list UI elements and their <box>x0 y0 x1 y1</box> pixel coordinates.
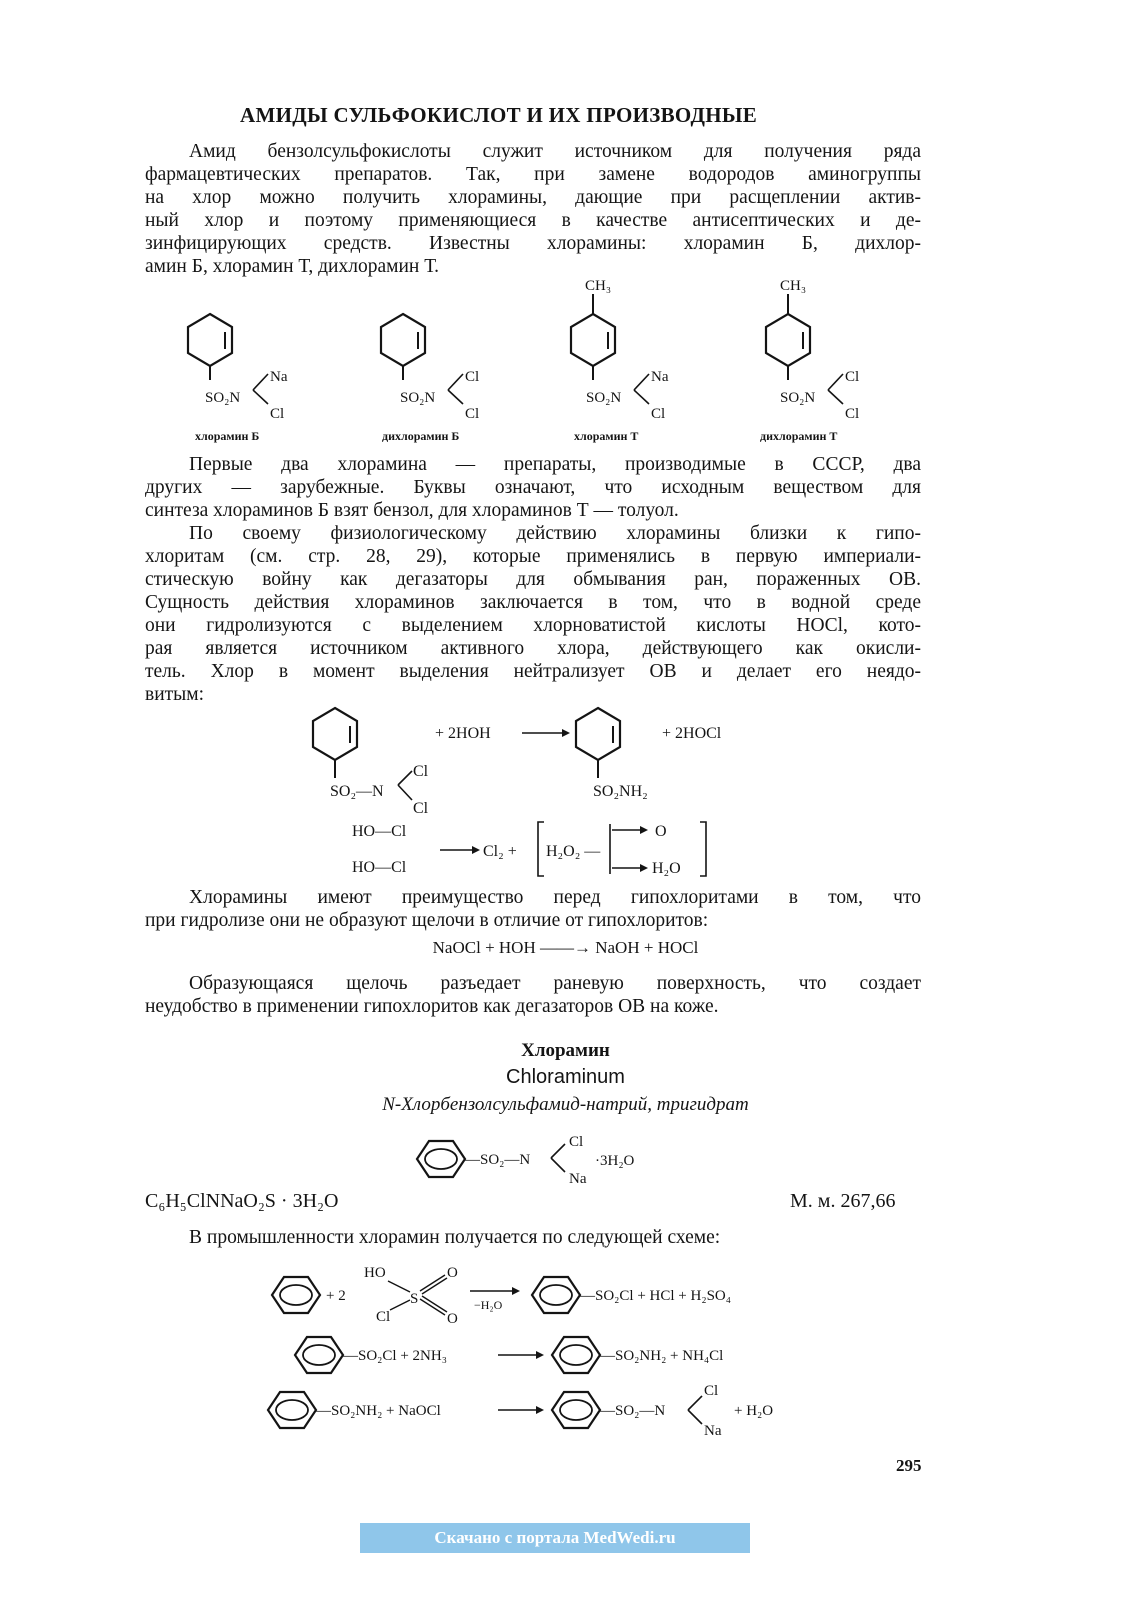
chloramine-structures <box>150 270 950 450</box>
arrow-head <box>536 1406 544 1414</box>
ho-label: HO <box>364 1265 386 1281</box>
caption: хлорамин Т <box>574 429 639 443</box>
molecular-formula: C₆H₅ClNNaO₂S · 3H₂O <box>145 1190 339 1212</box>
paragraph-alkali <box>145 972 921 1018</box>
text-line: Образующаяся щелочь разъедает раневую поверхность, что создает <box>189 973 921 994</box>
structure-dichloramine-b <box>381 314 479 443</box>
text-line: Амид бензолсульфокислоты служит источником для получения ряда <box>189 141 921 162</box>
text-line: амин Б, хлорамин Т, дихлорамин Т. <box>145 256 440 277</box>
na-label: Na <box>704 1423 722 1439</box>
text-line: они гидролизуются с выделением хлорноватистой кислоты HOCl, кото- <box>145 615 921 636</box>
reaction2-right: —SO₂NH₂ + NH₄Cl <box>600 1348 724 1364</box>
structure-chloramine-t <box>571 278 669 443</box>
na-label: Na <box>270 369 288 385</box>
text-line: при гидролизе они не образуют щелочи в отличие от гипохлоритов: <box>145 910 709 931</box>
arrow-head <box>512 1287 520 1295</box>
cl-label: Cl <box>376 1309 391 1325</box>
latin-name: Chloraminum <box>506 1066 625 1088</box>
cl-label: Cl <box>569 1134 584 1150</box>
arrow-head <box>640 826 648 834</box>
paragraph-action <box>145 522 921 706</box>
text-line: Хлорамины имеют преимущество перед гипохлоритами в том, что <box>189 887 921 908</box>
na-label: Na <box>651 369 669 385</box>
cl-label: Cl <box>651 406 666 422</box>
ch3-label: CH₃ <box>780 278 807 294</box>
o-label: O <box>447 1265 458 1281</box>
so2nh2-label: SO₂NH₂ <box>593 783 648 800</box>
cl-label: Cl <box>413 800 429 817</box>
arrow-head <box>640 864 648 872</box>
arrow-head <box>562 729 570 737</box>
structure-chloramine-b <box>188 314 288 443</box>
paragraph-origin <box>145 453 921 522</box>
structure-dichloramine-t <box>760 278 859 443</box>
section-title: Хлорамин <box>521 1040 610 1061</box>
plus-hocl: + 2HOCl <box>662 725 722 742</box>
chemical-name: N-Хлорбензолсульфамид-натрий, тригидрат <box>382 1094 749 1115</box>
text-line: стическую войну как дегазаторы для обмывания ран, пораженных ОВ. <box>145 569 921 590</box>
so2n-label: SO₂N <box>205 390 241 406</box>
so2n-label: SO₂N <box>780 390 816 406</box>
reaction3-left: —SO₂NH₂ + NaOCl <box>316 1403 441 1419</box>
ho-cl: HO—Cl <box>352 823 407 840</box>
caption: дихлорамин Т <box>760 429 838 443</box>
minus-water: −H₂O <box>474 1298 503 1312</box>
cl-label: Cl <box>270 406 285 422</box>
reaction2-left: —SO₂Cl + 2NH₃ <box>343 1348 447 1364</box>
text-line: Первые два хлорамина — препараты, производимые в СССР, два <box>189 454 921 475</box>
hydrolysis-scheme <box>300 700 760 880</box>
text-line: тель. Хлор в момент выделения нейтрализует ОВ и делает его неядо- <box>145 661 921 682</box>
page-number: 295 <box>896 1456 922 1475</box>
so2n-label: SO₂N <box>400 390 436 406</box>
text-line: рая является источником активного хлора, действующего как окисли- <box>145 638 921 659</box>
plus-water: + 2HOH <box>435 725 491 742</box>
download-source-link[interactable]: Скачано с портала MedWedi.ru <box>360 1523 750 1553</box>
o-label: O <box>447 1311 458 1327</box>
arrow-head <box>536 1351 544 1359</box>
so2-n-label: —SO₂—N <box>465 1152 531 1168</box>
caption: дихлорамин Б <box>382 429 460 443</box>
hydrate-label: ·3H₂O <box>595 1153 635 1169</box>
text-line: синтеза хлораминов Б взят бензол, для хлораминов Т — толуол. <box>145 500 679 521</box>
arrow-head <box>472 846 480 854</box>
so2n-label: SO₂N <box>586 390 622 406</box>
text-line: зинфицирующих средств. Известны хлорамины: хлорамин Б, дихлор- <box>145 233 921 254</box>
h2o-label: H₂O <box>652 860 681 877</box>
paragraph-intro <box>145 140 921 278</box>
page-title: АМИДЫ СУЛЬФОКИСЛОТ И ИХ ПРОИЗВОДНЫЕ <box>240 103 758 127</box>
cl-label: Cl <box>704 1383 719 1399</box>
chloramine-formula-structure <box>405 1128 665 1190</box>
text-line: на хлор можно получить хлорамины, дающие при расщеплении актив- <box>145 187 921 208</box>
text-line: витым: <box>145 684 205 705</box>
text-line: По своему физиологическому действию хлорамины близки к гипо- <box>189 523 921 544</box>
cl-label: Cl <box>845 406 860 422</box>
s-label: S <box>410 1291 419 1307</box>
equation-naocl: NaOCl + HOH ——→ NaOH + HOCl <box>432 938 699 957</box>
ho-cl: HO—Cl <box>352 859 407 876</box>
na-label: Na <box>569 1171 587 1187</box>
text-line: неудобство в применении гипохлоритов как дегазаторов ОВ на коже. <box>145 996 719 1017</box>
paragraph-advantage <box>145 886 921 932</box>
plus-water: + H₂O <box>734 1403 774 1419</box>
paragraph-industry: В промышленности хлорамин получается по следующей схеме: <box>189 1227 721 1248</box>
h2o2: H₂O₂ — <box>546 843 601 860</box>
ch3-label: CH₃ <box>585 278 612 294</box>
cl-label: Cl <box>845 369 860 385</box>
cl-label: Cl <box>413 763 429 780</box>
text-line: ный хлор и поэтому применяющиеся в качестве антисептических и де- <box>145 210 921 231</box>
text-line: фармацевтических препаратов. Так, при замене водородов аминогруппы <box>145 164 921 185</box>
text-line: Сущность действия хлораминов заключается в том, что в водной среде <box>145 592 921 613</box>
reaction3-right: —SO₂—N <box>600 1403 666 1419</box>
cl-label: Cl <box>465 406 480 422</box>
text-line: хлоритам (см. стр. 28, 29), которые применялись в первую империали- <box>145 546 921 567</box>
cl2-plus: Cl₂ + <box>483 843 517 860</box>
text-line: других — зарубежные. Буквы означают, что исходным веществом для <box>145 477 921 498</box>
o-label: O <box>655 823 667 840</box>
cl-label: Cl <box>465 369 480 385</box>
molecular-mass: М. м. 267,66 <box>790 1190 896 1212</box>
so2-n-label: SO₂—N <box>330 783 384 800</box>
reaction1-products: —SO₂Cl + HCl + H₂SO₄ <box>580 1288 731 1304</box>
caption: хлорамин Б <box>195 429 260 443</box>
synthesis-scheme <box>260 1255 880 1455</box>
plus-two: + 2 <box>326 1288 346 1304</box>
